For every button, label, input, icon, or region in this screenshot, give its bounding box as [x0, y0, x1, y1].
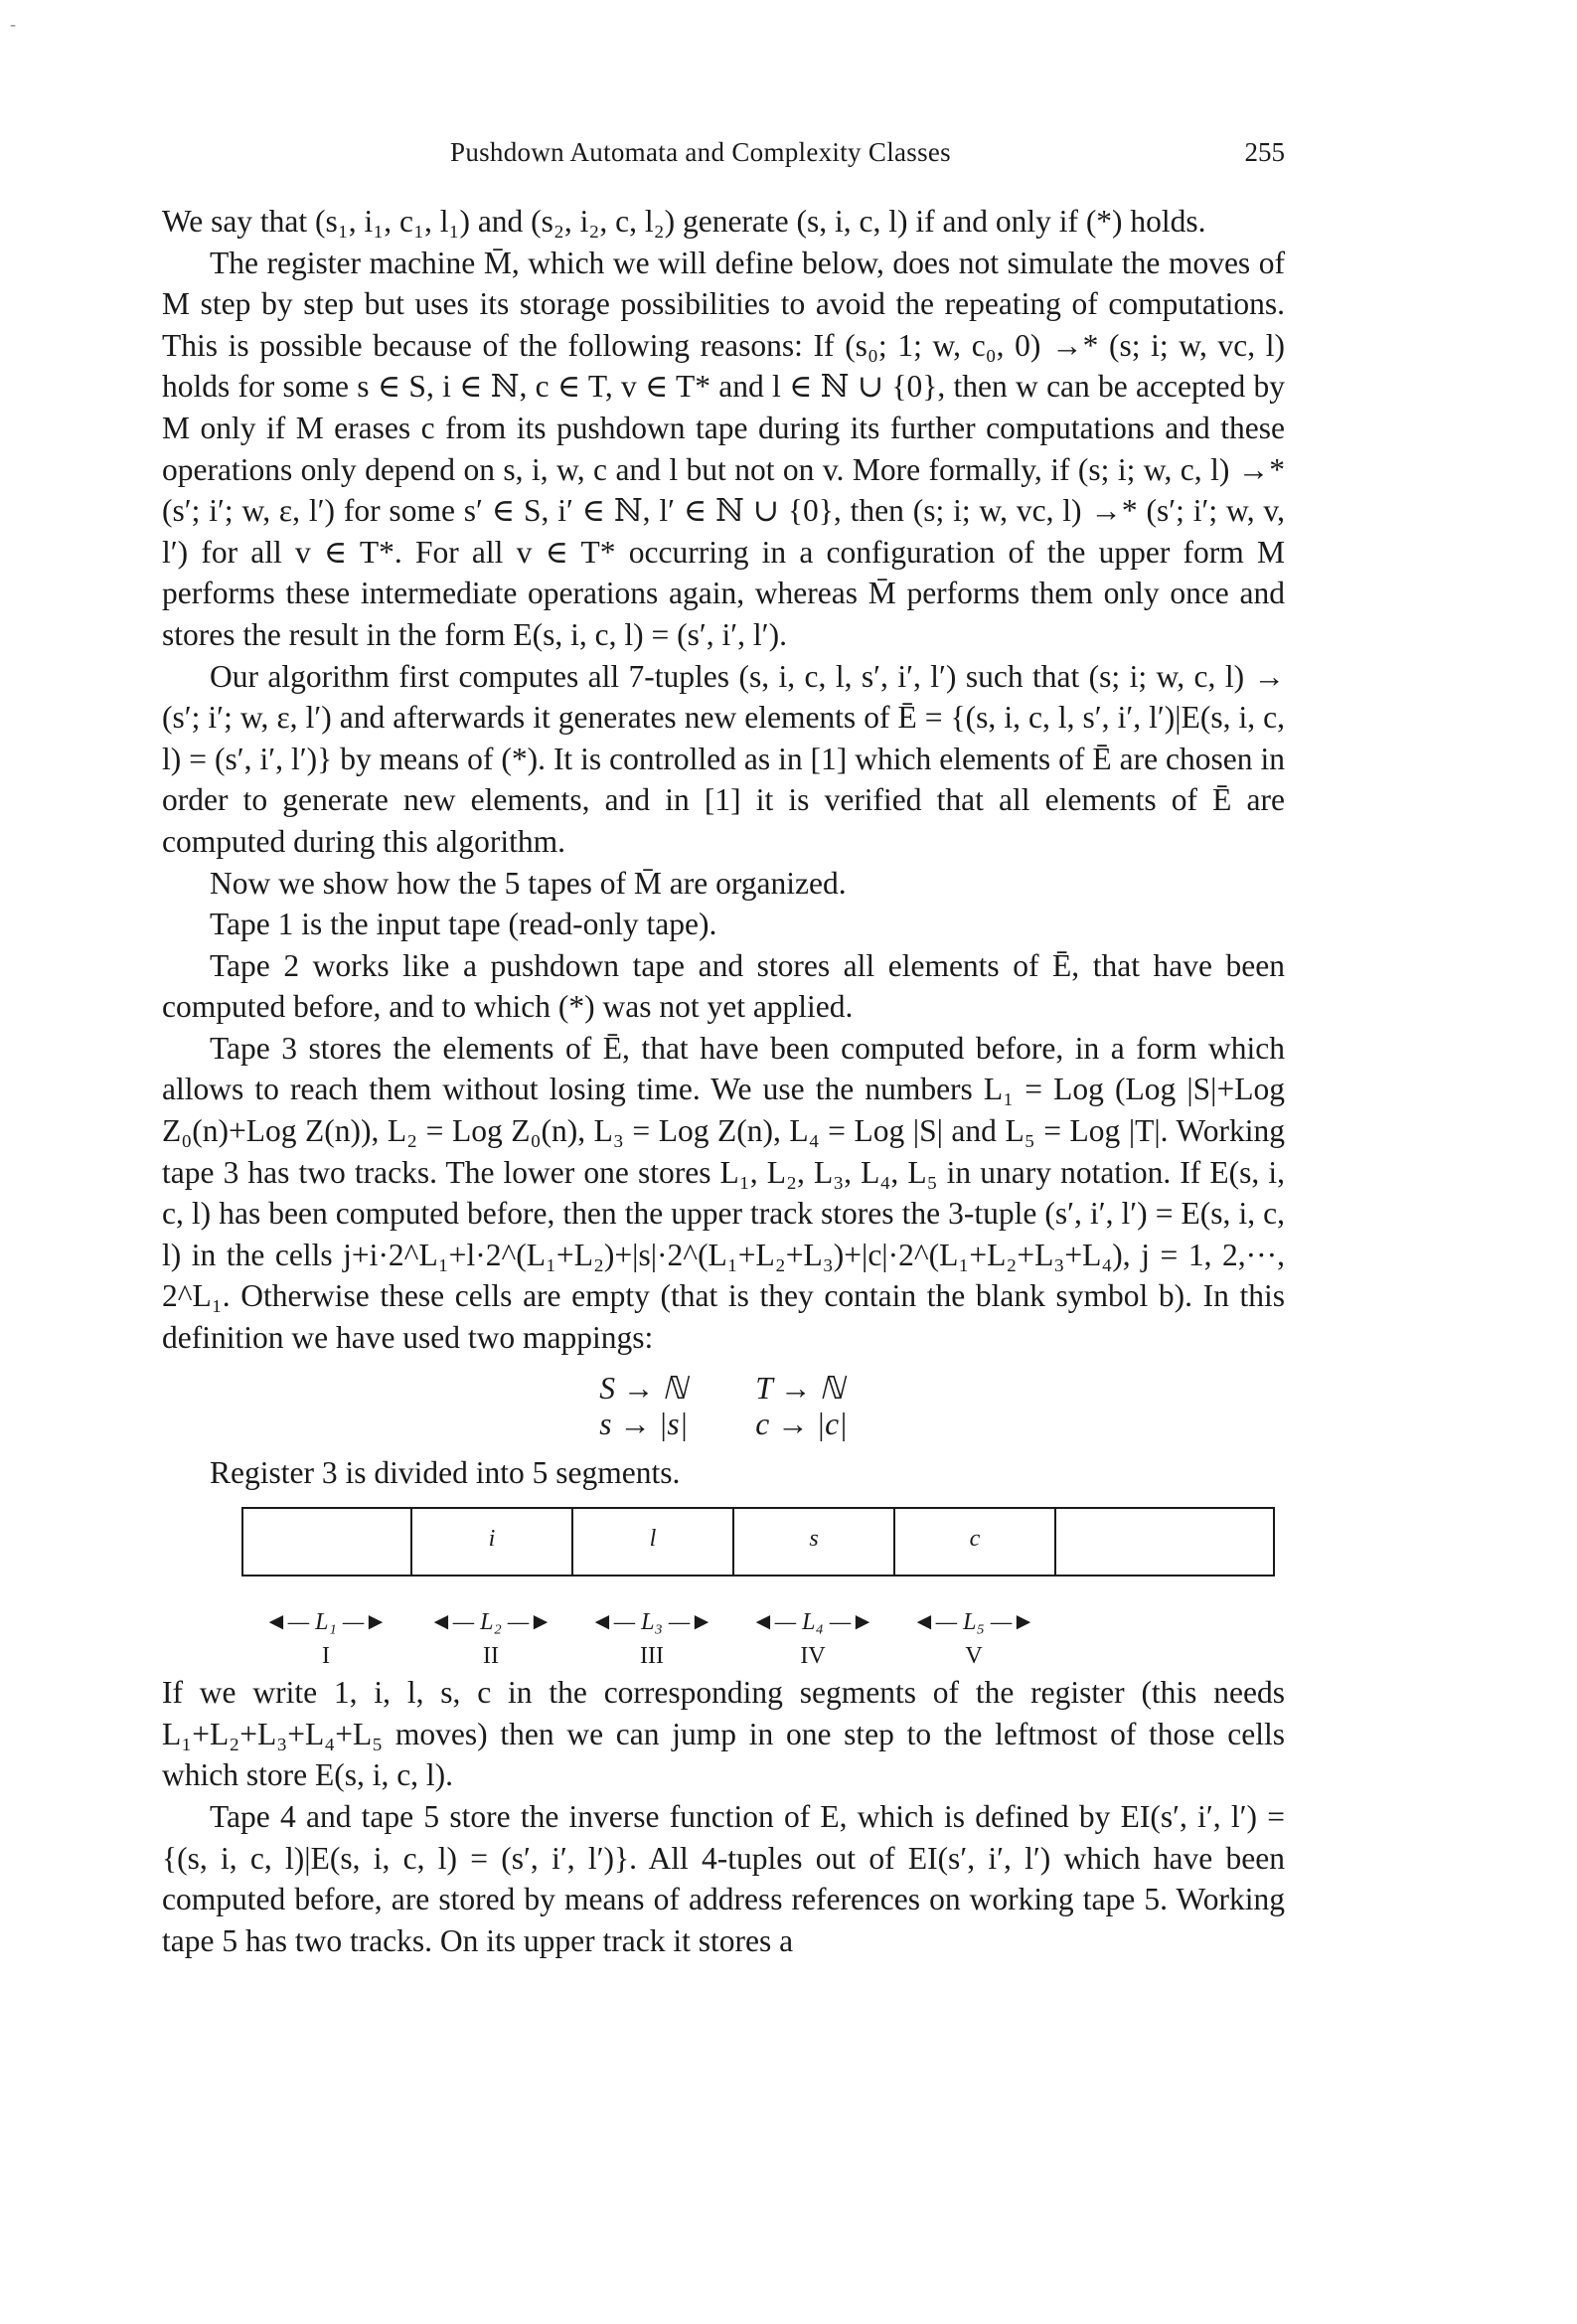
register-caption: Register 3 is divided into 5 segments.	[210, 1454, 681, 1490]
mapping-s-top: S → ℕ	[599, 1370, 688, 1406]
register-diagram	[162, 1507, 1285, 1670]
paragraph-tape-4-5: Tape 4 and tape 5 store the inverse function of E, which is defined by EI(s′, i′, l′) = {(s, i, c, l)|E(s, i, c, l) = (s′, i′, l′)}. All 4-tuples out of EI(s′, i′, l′) which have been computed before, are stored by means of address references on working tape 5. Working tape 5 has two tracks. On its upper track it stores a	[162, 1799, 1285, 1958]
scan-mark: -	[10, 14, 16, 34]
running-title: Pushdown Automata and Complexity Classes	[450, 137, 951, 167]
paragraph-register-use: If we write 1, i, l, s, c in the corresponding segments of the register (this needs L₁+L₂+L₃+L₄+L₅ moves) then we can jump in one step to the leftmost of those cells which store E(s, i, c, l).	[162, 1675, 1285, 1793]
body-text	[162, 201, 1285, 1961]
segment-arrow: ◄— L₃ —►	[590, 1609, 713, 1636]
segment-numeral: V	[965, 1643, 983, 1670]
register-cell-s: s	[734, 1509, 895, 1575]
segment-numeral: II	[483, 1643, 499, 1670]
paragraph-generate: We say that (s₁, i₁, c₁, l₁) and (s₂, i₂, c, l₂) generate (s, i, c, l) if and only if (*) holds.	[162, 204, 1206, 239]
paragraph-register-machine: The register machine M̄, which we will define below, does not simulate the moves of M step by step but uses its storage possibilities to avoid the repeating of computations. This is possible because of the following reasons: If (s₀; 1; w, c₀, 0) →* (s; i; w, vc, l) holds for some s ∈ S, i ∈ ℕ, c ∈ T, v ∈ T* and l ∈ ℕ ∪ {0}, then w can be accepted by M only if M erases c from its pushdown tape during its further computations and these operations only depend on s, i, w, c and l but not on v. More formally, if (s; i; w, c, l) →* (s′; i′; w, ε, l′) for some s′ ∈ S, i′ ∈ ℕ, l′ ∈ ℕ ∪ {0}, then (s; i; w, vc, l) →* (s′; i′; w, v, l′) for all v ∈ T*. For all v ∈ T* occurring in a configuration of the upper form M performs these intermediate operations again, whereas M̄ performs them only once and stores the result in the form E(s, i, c, l) = (s′, i′, l′).	[162, 245, 1285, 652]
paragraph-algorithm: Our algorithm first computes all 7-tuples (s, i, c, l, s′, i′, l′) such that (s; i; w, c, l) → (s′; i′; w, ε, l′) and afterwards it generates new elements of Ē = {(s, i, c, l, s′, i′, l′)|E(s, i, c, l) = (s′, i′, l′)} by means of (*). It is controlled as in [1] which elements of Ē are chosen in order to generate new elements, and in [1] it is verified that all elements of Ē are computed during this algorithm.	[162, 658, 1285, 859]
segment-numeral: IV	[800, 1643, 826, 1670]
mapping-s	[599, 1371, 688, 1442]
segment-length-label: L₅	[963, 1609, 985, 1636]
paragraph-tape-2: Tape 2 works like a pushdown tape and stores all elements of Ē, that have been computed before, and to which (*) was not yet applied.	[162, 947, 1285, 1025]
segment-length-label: L₄	[802, 1609, 824, 1636]
segment-numeral: I	[322, 1643, 330, 1670]
segment-arrow: ◄— L₄ —►	[751, 1609, 874, 1636]
running-header	[162, 137, 1285, 177]
mapping-t-top: T → ℕ	[755, 1370, 845, 1406]
segment-length-label: L₂	[480, 1609, 502, 1636]
segment-numeral: III	[640, 1643, 664, 1670]
register-cell-l: l	[573, 1509, 734, 1575]
segment-length-label: L₃	[641, 1609, 663, 1636]
register-cell-c: c	[895, 1509, 1056, 1575]
register-box	[241, 1507, 1275, 1577]
paragraph-tape-1: Tape 1 is the input tape (read-only tape).	[210, 907, 717, 942]
register-cell	[243, 1509, 412, 1575]
paragraph-tapes-intro: Now we show how the 5 tapes of M̄ are organized.	[210, 865, 847, 901]
mapping-t	[755, 1371, 848, 1442]
segment-arrow: ◄— L₂ —►	[429, 1609, 552, 1636]
paragraph-tape-3: Tape 3 stores the elements of Ē, that have been computed before, in a form which allows to reach them without losing time. We use the numbers L₁ = Log (Log |S|+Log Z₀(n)+Log Z(n)), L₂ = Log Z₀(n), L₃ = Log Z(n), L₄ = Log |S| and L₅ = Log |T|. Working tape 3 has two tracks. The lower one stores L₁, L₂, L₃, L₄, L₅ in unary notation. If E(s, i, c, l) has been computed before, then the upper track stores the 3-tuple (s′, i′, l′) = E(s, i, c, l) in the cells j+i·2^L₁+l·2^(L₁+L₂)+|s|·2^(L₁+L₂+L₃)+|c|·2^(L₁+L₂+L₃+L₄), j = 1, 2,···, 2^L₁. Otherwise these cells are empty (that is they contain the blank symbol b). In this definition we have used two mappings:	[162, 1030, 1285, 1356]
segment-length-label: L₁	[315, 1609, 337, 1636]
segment-arrow: ◄— L₅ —►	[912, 1609, 1035, 1636]
mapping-display	[162, 1371, 1285, 1442]
segment-lengths	[241, 1602, 1275, 1636]
mapping-s-bottom: s → |s|	[599, 1406, 689, 1441]
segment-arrow: ◄— L₁ —►	[264, 1609, 388, 1636]
mapping-t-bottom: c → |c|	[755, 1406, 848, 1441]
page-number: 255	[1244, 137, 1285, 167]
register-cell-i: i	[412, 1509, 573, 1575]
register-cell	[1056, 1509, 1273, 1575]
